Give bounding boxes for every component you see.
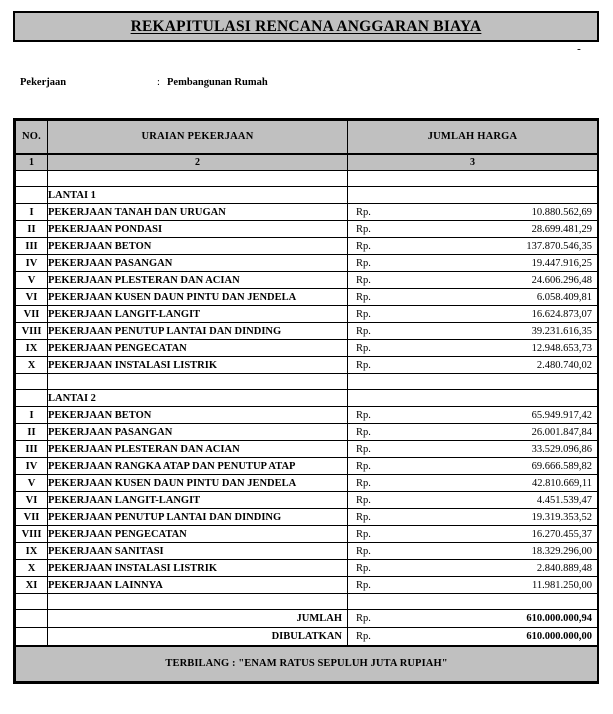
amount-value: 28.699.481,29 [531,223,592,235]
currency-prefix: Rp. [356,562,371,574]
currency-prefix: Rp. [356,308,371,320]
amount-value: 24.606.296,48 [531,274,592,286]
row-amount-cell [348,289,598,306]
amount-value: 39.231.616,35 [531,325,592,337]
table-row [16,255,598,272]
table-row [16,407,598,424]
row-description: PEKERJAAN TANAH DAN URUGAN [48,204,348,221]
row-amount-cell [348,424,598,441]
currency-prefix: Rp. [356,630,371,642]
row-description: PEKERJAAN BETON [48,238,348,255]
spacer-row [16,171,598,187]
row-description: PEKERJAAN INSTALASI LISTRIK [48,560,348,577]
table-row [16,238,598,255]
row-description: PEKERJAAN PONDASI [48,221,348,238]
currency-prefix: Rp. [356,443,371,455]
currency-prefix: Rp. [356,460,371,472]
spacer-no [16,171,48,187]
currency-prefix: Rp. [356,223,371,235]
amount-value: 42.810.669,11 [532,477,592,489]
section-label: LANTAI 2 [48,390,348,407]
row-amount-cell [348,357,598,374]
table-row [16,306,598,323]
row-description: PEKERJAAN KUSEN DAUN PINTU DAN JENDELA [48,289,348,306]
amount-value: 2.480.740,02 [536,359,592,371]
currency-prefix: Rp. [356,477,371,489]
total-row [16,610,598,628]
amount-value: 16.270.455,37 [531,528,592,540]
currency-prefix: Rp. [356,426,371,438]
table-row [16,577,598,594]
row-description: PEKERJAAN SANITASI [48,543,348,560]
header-amount: JUMLAH HARGA [348,121,598,154]
row-number: X [16,560,48,577]
currency-prefix: Rp. [356,528,371,540]
amount-value: 69.666.589,82 [531,460,592,472]
amount-value: 12.948.653,73 [531,342,592,354]
amount-value: 610.000.000,94 [526,613,592,624]
currency-prefix: Rp. [356,206,371,218]
currency-prefix: Rp. [356,409,371,421]
table-row [16,509,598,526]
currency-prefix: Rp. [356,291,371,303]
total-row [16,628,598,646]
row-amount-cell [348,221,598,238]
row-description: PEKERJAAN PENUTUP LANTAI DAN DINDING [48,509,348,526]
row-amount-cell [348,543,598,560]
row-description: PEKERJAAN KUSEN DAUN PINTU DAN JENDELA [48,475,348,492]
amount-value: 26.001.847,84 [531,426,592,438]
row-number: IX [16,543,48,560]
spacer-description [48,594,348,610]
colnum-no: 1 [16,154,48,171]
amount-value: 6.058.409,81 [536,291,592,303]
amount-value: 10.880.562,69 [531,206,592,218]
row-number: VII [16,306,48,323]
table-row [16,221,598,238]
amount-in-words-row [16,646,598,682]
row-number: IX [16,340,48,357]
amount-value: 137.870.546,35 [526,240,592,252]
table-row [16,272,598,289]
row-number: I [16,204,48,221]
row-amount-cell [348,560,598,577]
row-number: III [16,238,48,255]
row-amount-cell [348,577,598,594]
table-row [16,492,598,509]
recapitulation-table-wrapper [13,118,599,684]
spacer-row [16,594,598,610]
row-amount-cell [348,306,598,323]
table-column-number-row [16,154,598,171]
document-title-box [13,11,599,42]
row-amount-cell [348,255,598,272]
amount-value: 610.000.000,00 [526,630,592,642]
amount-value: 18.329.296,00 [531,545,592,557]
colnum-amount: 3 [348,154,598,171]
amount-cell-empty [348,594,598,610]
table-header-row [16,121,598,154]
total-no [16,610,48,628]
row-number: III [16,441,48,458]
row-description: PEKERJAAN PASANGAN [48,424,348,441]
currency-prefix: Rp. [356,342,371,354]
row-amount-cell [348,323,598,340]
spacer-description [48,374,348,390]
spacer-no [16,374,48,390]
amount-value: 16.624.873,07 [531,308,592,320]
total-label: JUMLAH [48,610,348,628]
row-description: PEKERJAAN LANGIT-LANGIT [48,306,348,323]
table-row [16,424,598,441]
table-row [16,526,598,543]
currency-prefix: Rp. [356,545,371,557]
section-header-row [16,390,598,407]
row-amount-cell [348,272,598,289]
table-row [16,458,598,475]
project-separator: : [157,77,160,88]
table-row [16,543,598,560]
row-number: V [16,475,48,492]
total-label: DIBULATKAN [48,628,348,646]
project-name-value: Pembangunan Rumah [167,77,268,88]
row-amount-cell [348,204,598,221]
page-title: REKAPITULASI RENCANA ANGGARAN BIAYA [130,17,482,35]
row-number: IV [16,255,48,272]
row-number: XI [16,577,48,594]
row-number: V [16,272,48,289]
row-description: PEKERJAAN LANGIT-LANGIT [48,492,348,509]
currency-prefix: Rp. [356,359,371,371]
stray-dash-mark: - [577,43,581,55]
row-number: I [16,407,48,424]
row-amount-cell [348,340,598,357]
row-description: PEKERJAAN LAINNYA [48,577,348,594]
header-description: URAIAN PEKERJAAN [48,121,348,154]
row-amount-cell [348,492,598,509]
amount-value: 19.319.353,52 [531,511,592,523]
total-no [16,628,48,646]
currency-prefix: Rp. [356,579,371,591]
row-number: X [16,357,48,374]
amount-in-words-text: TERBILANG : "ENAM RATUS SEPULUH JUTA RUPIAH" [16,646,598,682]
total-amount-cell [348,610,598,628]
row-description: PEKERJAAN PENGECATAN [48,340,348,357]
section-no [16,187,48,204]
row-description: PEKERJAAN PENUTUP LANTAI DAN DINDING [48,323,348,340]
section-label: LANTAI 1 [48,187,348,204]
spacer-no [16,594,48,610]
row-number: IV [16,458,48,475]
amount-cell-empty [348,374,598,390]
row-amount-cell [348,441,598,458]
table-body [16,121,598,682]
section-header-row [16,187,598,204]
amount-value: 33.529.096,86 [531,443,592,455]
spacer-description [48,171,348,187]
amount-value: 4.451.539,47 [536,494,592,506]
table-row [16,289,598,306]
row-number: II [16,221,48,238]
currency-prefix: Rp. [356,325,371,337]
table-row [16,560,598,577]
currency-prefix: Rp. [356,274,371,286]
currency-prefix: Rp. [356,257,371,269]
recapitulation-table [15,120,598,682]
table-row [16,323,598,340]
row-number: VIII [16,526,48,543]
row-amount-cell [348,238,598,255]
row-description: PEKERJAAN PLESTERAN DAN ACIAN [48,272,348,289]
amount-cell-empty [348,187,598,204]
amount-cell-empty [348,390,598,407]
row-amount-cell [348,475,598,492]
row-amount-cell [348,458,598,475]
amount-value: 65.949.917,42 [531,409,592,421]
row-description: PEKERJAAN PLESTERAN DAN ACIAN [48,441,348,458]
row-number: VI [16,289,48,306]
row-number: II [16,424,48,441]
row-description: PEKERJAAN PASANGAN [48,255,348,272]
table-row [16,357,598,374]
currency-prefix: Rp. [356,613,371,624]
row-description: PEKERJAAN PENGECATAN [48,526,348,543]
table-row [16,204,598,221]
header-no: NO. [16,121,48,154]
currency-prefix: Rp. [356,240,371,252]
section-no [16,390,48,407]
row-number: VIII [16,323,48,340]
row-amount-cell [348,509,598,526]
row-amount-cell [348,407,598,424]
row-description: PEKERJAAN INSTALASI LISTRIK [48,357,348,374]
project-label: Pekerjaan [20,77,67,88]
row-amount-cell [348,526,598,543]
row-number: VII [16,509,48,526]
row-description: PEKERJAAN BETON [48,407,348,424]
colnum-description: 2 [48,154,348,171]
row-number: VI [16,492,48,509]
total-amount-cell [348,628,598,646]
table-row [16,340,598,357]
amount-value: 11.981.250,00 [532,579,592,591]
amount-value: 19.447.916,25 [531,257,592,269]
spacer-row [16,374,598,390]
currency-prefix: Rp. [356,511,371,523]
amount-cell-empty [348,171,598,187]
table-row [16,475,598,492]
currency-prefix: Rp. [356,494,371,506]
amount-value: 2.840.889,48 [536,562,592,574]
row-description: PEKERJAAN RANGKA ATAP DAN PENUTUP ATAP [48,458,348,475]
table-row [16,441,598,458]
